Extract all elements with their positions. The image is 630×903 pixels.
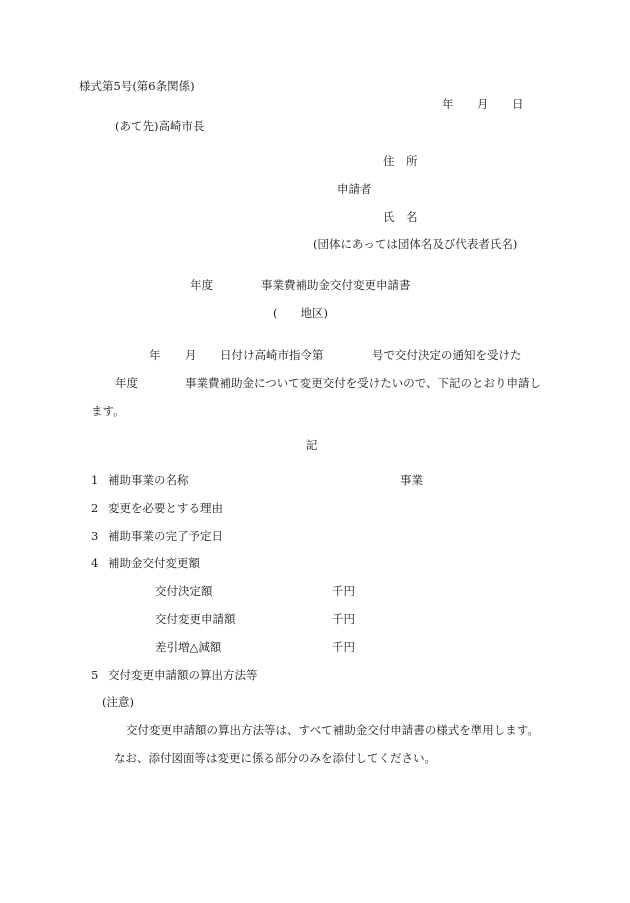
body-line2-text: 事業費補助金について変更交付を受けたいので、下記のとおり申請し (185, 376, 542, 390)
title-district: ( 地区) (273, 306, 328, 320)
notes-line-1: 交付変更申請額の算出方法等は、すべて補助金交付申請書の様式を準用します。 (126, 723, 539, 737)
item-5-label: 交付変更申請額の算出方法等 (108, 668, 258, 682)
amount-requested-label: 交付変更申請額 (155, 612, 236, 626)
document-title: 事業費補助金交付変更申請書 (261, 278, 411, 292)
date-year-label: 年 (442, 97, 454, 111)
body-line1-tail: 号で交付決定の通知を受けた (372, 348, 522, 362)
date-month-label: 月 (477, 97, 489, 111)
applicant-role-label: 申請者 (337, 182, 372, 196)
addressee: (あて先)高崎市長 (115, 119, 205, 133)
title-fiscal-year: 年度 (190, 278, 213, 292)
item-4-label: 補助金交付変更額 (108, 556, 200, 570)
item-1-number: 1 (91, 473, 99, 487)
ki-heading: 記 (306, 438, 318, 452)
amount-decided-unit: 千円 (332, 584, 355, 598)
amount-diff-unit: 千円 (332, 640, 355, 654)
applicant-name-note: (団体にあっては団体名及び代表者氏名) (313, 237, 518, 251)
applicant-address-label: 住 所 (383, 154, 418, 168)
amount-diff-label: 差引増△減額 (155, 640, 222, 654)
item-3-number: 3 (91, 529, 99, 543)
form-number: 様式第5号(第6条関係) (79, 79, 195, 93)
item-3-label: 補助事業の完了予定日 (108, 529, 223, 543)
item-4-number: 4 (91, 556, 99, 570)
item-5-number: 5 (91, 668, 99, 682)
body-line1-year: 年 (149, 348, 161, 362)
notes-line-2: なお、添付図面等は変更に係る部分のみを添付してください。 (114, 751, 436, 765)
item-2-label: 変更を必要とする理由 (108, 501, 223, 515)
body-line1-month: 月 (185, 348, 197, 362)
body-line3-text: ます。 (91, 404, 125, 418)
date-day-label: 日 (512, 97, 524, 111)
notes-header: (注意) (102, 695, 134, 709)
item-1-suffix: 事業 (400, 473, 423, 487)
amount-decided-label: 交付決定額 (155, 584, 213, 598)
body-line1-text: 日付け高崎市指令第 (220, 348, 324, 362)
amount-requested-unit: 千円 (332, 612, 355, 626)
item-1-label: 補助事業の名称 (108, 473, 189, 487)
applicant-name-label: 氏 名 (383, 210, 418, 224)
body-line2-year: 年度 (115, 376, 138, 390)
item-2-number: 2 (91, 501, 99, 515)
